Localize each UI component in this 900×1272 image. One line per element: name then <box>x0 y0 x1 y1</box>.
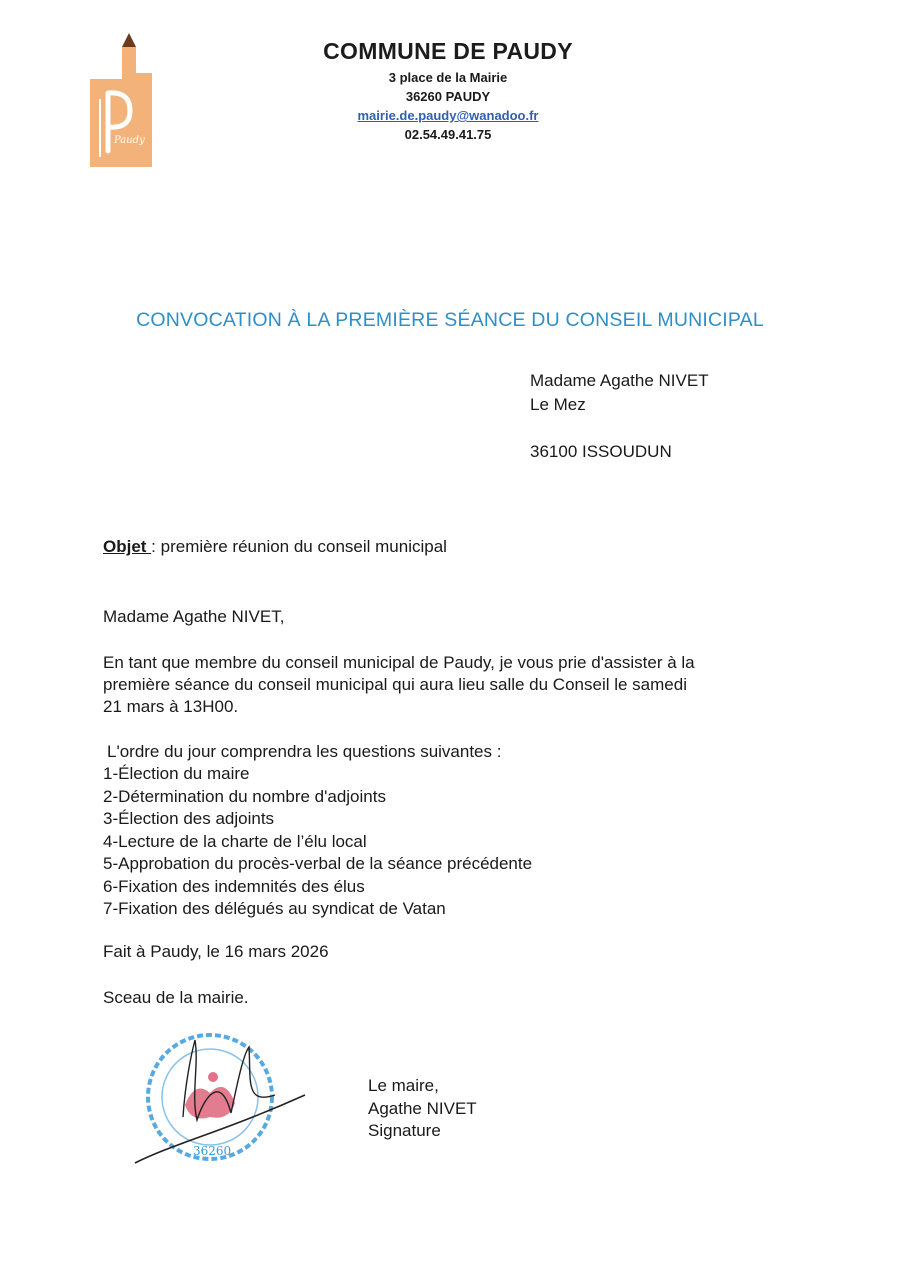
object-line <box>103 536 447 558</box>
address-line-1: 3 place de la Mairie <box>388 70 508 85</box>
recipient-city: 36100 ISSOUDUN <box>530 442 672 461</box>
agenda-item: 7-Fixation des délégués au syndicat de Vatan <box>103 899 446 918</box>
agenda-item: 2-Détermination du nombre d'adjoints <box>103 786 386 806</box>
document-title: CONVOCATION À LA PREMIÈRE SÉANCE DU CONSEIL MUNICIPAL <box>136 309 764 331</box>
agenda-item: 1-Élection du maire <box>103 764 250 783</box>
commune-name: COMMUNE DE PAUDY <box>323 38 573 64</box>
agenda-item: 6-Fixation des indemnités des élus <box>103 876 365 896</box>
commune-logo <box>86 33 158 171</box>
email-link[interactable]: mairie.de.paudy@wanadoo.fr <box>357 108 539 123</box>
salutation: Madame Agathe NIVET, <box>103 607 285 626</box>
seal-text: 36260 <box>193 1144 232 1158</box>
object-text: : première réunion du conseil municipal <box>151 537 447 556</box>
agenda-intro: L'ordre du jour comprendra les questions suivantes : <box>107 742 502 761</box>
town-seal-signature <box>125 1025 315 1165</box>
address-line-2: 36260 PAUDY <box>405 89 491 104</box>
paragraph-line: En tant que membre du conseil municipal de Paudy, je vous prie d'assister à la <box>103 653 695 672</box>
agenda-item: 5-Approbation du procès-verbal de la séance précédente <box>103 854 533 873</box>
paragraph-line: 21 mars à 13H00. <box>103 697 239 716</box>
agenda-item: 3-Élection des adjoints <box>103 809 275 828</box>
recipient-name: Madame Agathe NIVET <box>530 371 709 390</box>
agenda-item: 4-Lecture de la charte de l’élu local <box>103 831 367 851</box>
object-label: Objet <box>103 537 152 556</box>
place-date: Fait à Paudy, le 16 mars 2026 <box>103 942 329 961</box>
phone-number: 02.54.49.41.75 <box>404 127 492 142</box>
signature-name: Agathe NIVET <box>368 1099 477 1118</box>
svg-text:Paudy: Paudy <box>114 135 145 146</box>
recipient-address: Le Mez <box>530 395 586 414</box>
convocation-paragraph <box>103 652 803 718</box>
agenda-list <box>103 763 532 921</box>
seal-note: Sceau de la mairie. <box>103 988 249 1007</box>
signature-role: Le maire, <box>368 1076 439 1095</box>
signature-label: Signature <box>368 1121 441 1140</box>
paragraph-line: première séance du conseil municipal qui aura lieu salle du Conseil le samedi <box>103 675 687 694</box>
